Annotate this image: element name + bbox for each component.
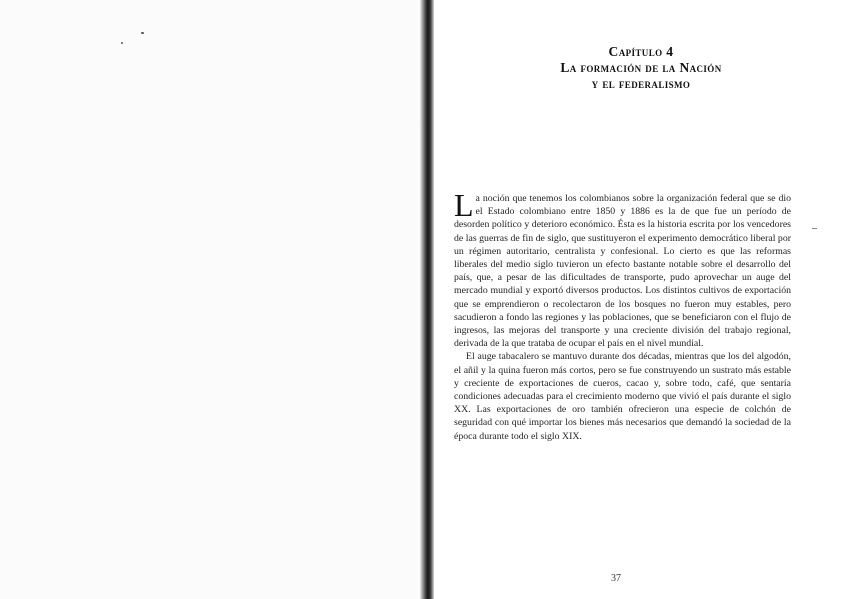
scan-speck xyxy=(141,32,144,34)
right-page xyxy=(434,0,848,599)
chapter-number: Capítulo 4 xyxy=(608,44,674,59)
book-gutter xyxy=(420,0,434,599)
chapter-title-line-1: La formación de la Nación xyxy=(560,60,722,75)
scan-speck xyxy=(121,42,123,44)
chapter-body xyxy=(454,187,791,443)
paragraph-1 xyxy=(454,187,791,350)
drop-cap: L xyxy=(454,187,474,223)
paragraph-1-text: a noción que tenemos los colombianos sobre la organización federal que se dio el Estado colombiano entre 1850 y 1886 es la de que fue un período de desorden político y deterioro económico. Ésta es la historia escrita por los vencedores de las guerras de fin de siglo, que sustituyeron el experimento democrático liberal por un régimen autoritario, centralista y confesional. Lo cierto es que las reformas liberales del medio siglo tuvieron un efecto bastante notable sobre el desarrollo del país, que, a pesar de las dificultades de transporte, pudo aprovechar un auge del mercado mundial y exportó diversos productos. Los distintos cultivos de exportación que se emprendieron o recolectaron de los bosques no fueron muy estables, pero sacudieron a fondo las regiones y las poblaciones, que se beneficiaron con el flujo de ingresos, las mejoras del transporte y una creciente división del trabajo regional, derivada de la que trataba de ocupar el país en el nivel mundial. xyxy=(454,193,791,350)
chapter-title-line-2: y el federalismo xyxy=(591,76,691,91)
scan-mark xyxy=(812,228,817,229)
left-page xyxy=(0,0,420,599)
page-number: 37 xyxy=(611,573,621,584)
chapter-heading xyxy=(434,44,848,92)
paragraph-2: El auge tabacalero se mantuvo durante dos décadas, mientras que los del algodón, el añil y la quina fueron más cortos, pero se fue construyendo un sustrato más estable y creciente de exportaciones de cueros, cacao y, sobre todo, café, que sentaría condiciones adecuadas para el crecimiento moderno que vivió el país durante el siglo XX. Las exportaciones de oro también ofrecieron una especie de colchón de seguridad con qué importar los bienes más necesarios que demandó la sociedad de la época durante todo el siglo XIX. xyxy=(454,351,791,442)
